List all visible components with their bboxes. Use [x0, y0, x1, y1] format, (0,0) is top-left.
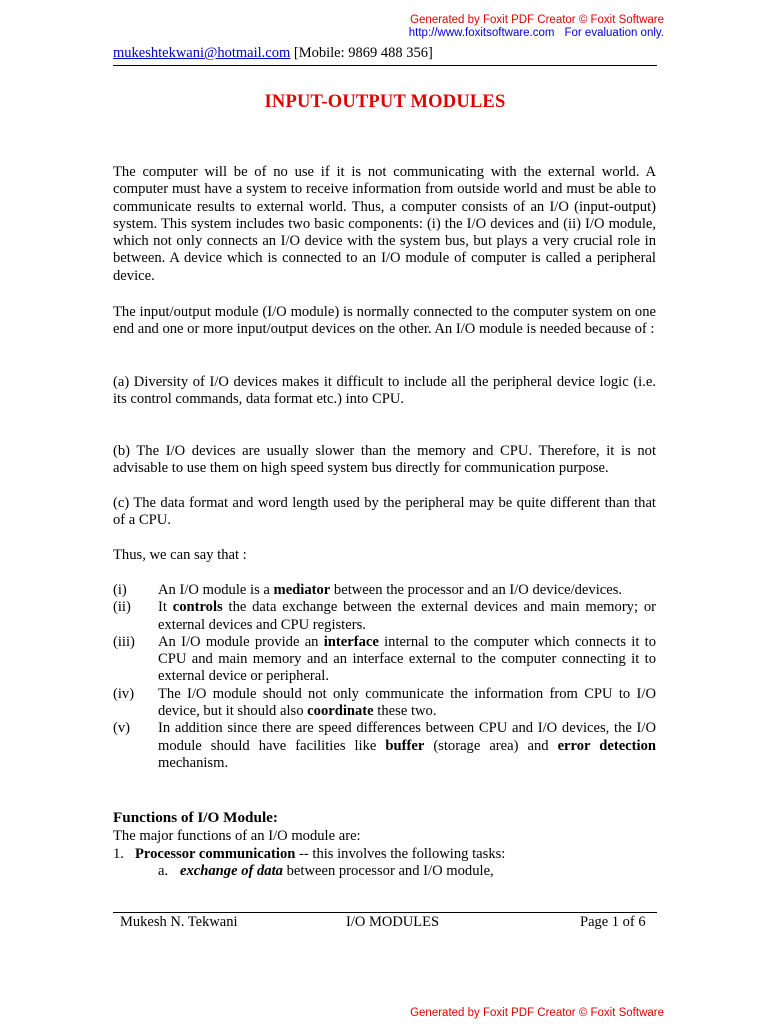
io-module-text: The input/output module (I/O module) is normally connected to the computer system on one end and one or more input/output devices on the other. An I/O module is needed because of :: [113, 304, 656, 338]
subitem-desc: between processor and I/O module,: [282, 863, 494, 879]
roman-list: [113, 582, 656, 772]
foxit-watermark-bottom: [410, 1007, 664, 1020]
list-item: (iii) An I/O module provide an interface internal to the computer which connects it to CPU and main memory and an interface external to the computer connecting it to external device or peripheral.: [113, 633, 656, 685]
functions-intro: [113, 828, 656, 845]
header-rule: [113, 65, 657, 66]
page-header: [113, 44, 433, 62]
author-mobile: [Mobile: 9869 488 356]: [293, 45, 433, 61]
list-item: (i) An I/O module is a mediator between the processor and an I/O device/devices.: [113, 582, 623, 598]
subitem-label: a.: [158, 863, 169, 879]
function-item-1: [113, 846, 656, 863]
emphasis: buffer: [385, 737, 425, 754]
section-heading: Functions of I/O Module:: [113, 809, 278, 826]
page-title: INPUT-OUTPUT MODULES: [264, 92, 506, 112]
list-item: (iv) The I/O module should not only communicate the information from CPU to I/O device, but it should also coordinate these two.: [113, 685, 656, 720]
thus-paragraph: [113, 547, 656, 564]
list-item-label: (ii): [113, 599, 131, 616]
foxit-line1: Generated by Foxit PDF Creator © Foxit Software: [410, 1007, 664, 1019]
reason-a-text: (a) Diversity of I/O devices makes it difficult to include all the peripheral device logic (i.e. its control commands, data format etc.) into CPU.: [113, 374, 656, 408]
list-item-label: (iv): [113, 685, 135, 702]
footer-title: I/O MODULES: [346, 914, 440, 930]
function-item-title: Processor communication: [135, 846, 296, 862]
list-item-label: (iii): [113, 633, 135, 650]
reason-b-text: (b) The I/O devices are usually slower than the memory and CPU. Therefore, it is not advisable to use them on high speed system bus directly for communication purpose.: [113, 443, 656, 477]
footer-rule: [113, 912, 657, 913]
emphasis: controls: [172, 599, 223, 616]
emphasis: coordinate: [307, 703, 374, 720]
emphasis: mediator: [273, 582, 331, 598]
foxit-url-link[interactable]: http://www.foxitsoftware.com: [408, 27, 555, 39]
intro-paragraph: [113, 164, 656, 285]
reason-c-paragraph: [113, 495, 656, 530]
reason-b-paragraph: [113, 443, 656, 478]
list-item-label: (v): [113, 720, 131, 737]
intro-text: The computer will be of no use if it is not communicating with the external world. A computer must have a system to receive information from outside world and must be able to communicate results to external world. Thus, a computer consists of an I/O (input-output) system. This system includes two basic components: (i) the I/O devices and (ii) I/O module, which not only connects an I/O device with the system bus, but plays a very crucial role in between. A device which is connected to an I/O module of computer is called a peripheral device.: [113, 164, 656, 284]
reason-a-paragraph: [113, 374, 656, 409]
thus-text: Thus, we can say that :: [113, 547, 247, 563]
footer-author: Mukesh N. Tekwani: [120, 914, 238, 930]
emphasis: error detection: [557, 737, 656, 754]
function-item-desc: -- this involves the following tasks:: [295, 846, 506, 862]
functions-intro-text: The major functions of an I/O module are:: [113, 828, 361, 844]
list-item: (v) In addition since there are speed differences between CPU and I/O devices, the I/O module should have facilities like buffer (storage area) and error detection mechanism.: [113, 720, 656, 771]
reason-c-text: (c) The data format and word length used by the peripheral may be quite different than that of a CPU.: [113, 495, 656, 529]
io-module-paragraph: [113, 304, 656, 339]
foxit-line1: Generated by Foxit PDF Creator © Foxit Software: [410, 14, 664, 26]
list-item-label: (i): [113, 582, 127, 598]
list-item: (ii) It controls the data exchange between the external devices and main memory; or external devices and CPU registers.: [113, 599, 656, 633]
subitem-emphasis: exchange of data: [180, 863, 283, 879]
author-email-link[interactable]: mukeshtekwani@hotmail.com: [113, 45, 291, 61]
emphasis: interface: [323, 633, 379, 650]
footer-page-number: Page 1 of 6: [580, 914, 646, 930]
foxit-eval-note: For evaluation only.: [564, 27, 664, 39]
function-item-number: 1.: [113, 846, 124, 862]
foxit-watermark-top: [409, 14, 664, 40]
function-subitem-a: [113, 863, 656, 880]
